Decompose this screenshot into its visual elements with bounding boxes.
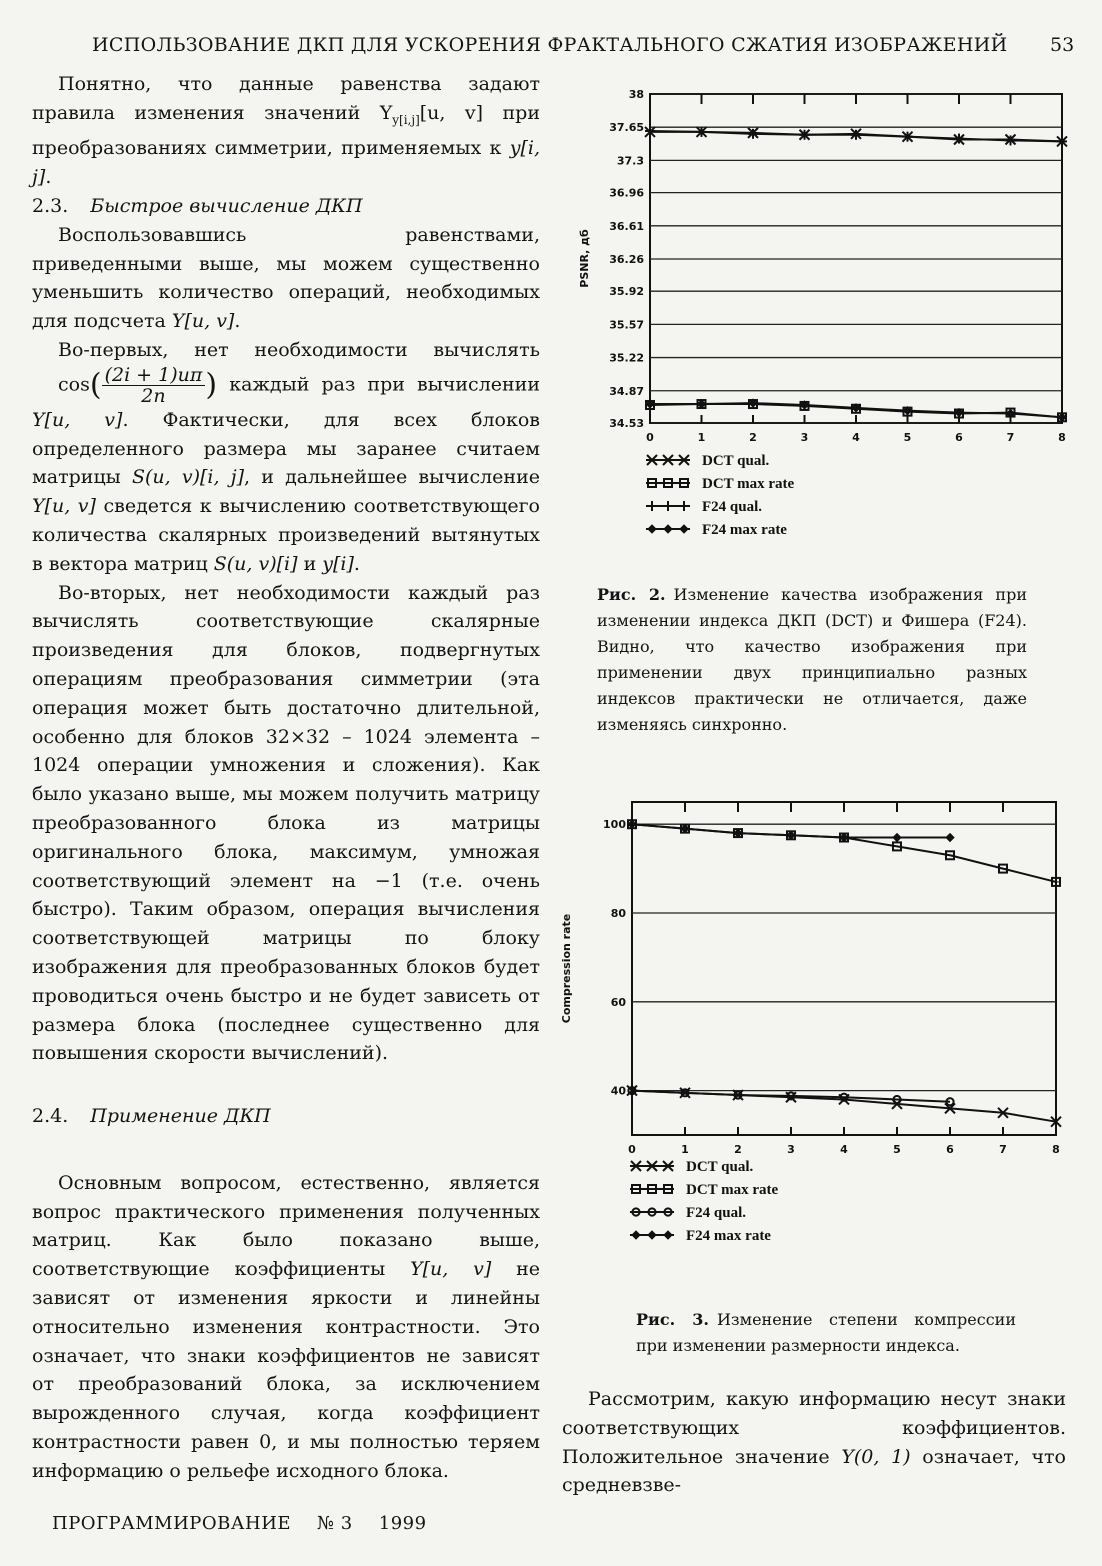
footer (52, 1513, 453, 1534)
cos-formula: cos( $\frac{(2i + 1)u\pi}{2n}$ ) (58, 363, 218, 407)
data-point (893, 842, 901, 850)
p5-text-a: Основным вопросом, естественно, является вопрос практического применения полученных матриц. Как было показано выше, соответствующие коэффициенты (32, 1171, 540, 1281)
x-tick-label: 8 (1058, 431, 1066, 444)
formula-numerator: (2i + 1)uπ (102, 365, 206, 386)
legend-marker (664, 479, 672, 487)
x-tick-label: 3 (787, 1143, 795, 1156)
legend-marker (648, 479, 656, 487)
data-point (840, 834, 848, 842)
y-tick-label: 37.65 (609, 121, 644, 135)
section-2-3-title (32, 192, 540, 221)
x-tick-label: 7 (1006, 431, 1015, 444)
y-axis-label: Compression rate (560, 913, 573, 1024)
data-point (946, 834, 954, 842)
legend-label: F24 max rate (686, 1228, 771, 1244)
y-tick-label: 60 (610, 995, 626, 1009)
p3-end: . (353, 552, 360, 575)
section-2-4-number: 2.4. (32, 1105, 69, 1128)
section-2-4-heading: Применение ДКП (90, 1105, 271, 1128)
p3-text-b: каждый раз при вычислении (217, 373, 540, 396)
x-tick-label: 2 (749, 431, 757, 444)
section-2-4-title (32, 1102, 540, 1131)
formula-denominator: 2n (141, 384, 166, 407)
y-tick-label: 34.87 (609, 384, 644, 398)
p3-text-f: и (297, 552, 323, 575)
legend-marker (680, 479, 688, 487)
p3-math-2: S(u, v)[i, j] (131, 466, 245, 489)
p3-math-3: Y[u, v] (32, 495, 96, 518)
figure-2-text: Изменение качества изображения при изменении индекса ДКП (DCT) и Фишера (F24). Видно, что качество изображения при применении двух принципиально разных индексов практически не отличается, даже изменяясь синхронно. (597, 585, 1028, 734)
x-tick-label: 4 (840, 1143, 848, 1156)
paragraph-right (562, 1385, 1066, 1500)
y-tick-label: 40 (610, 1084, 626, 1098)
plot-frame (632, 802, 1056, 1135)
paragraph-3 (32, 336, 540, 579)
legend-label: F24 qual. (702, 499, 763, 515)
page-number: 53 (1050, 34, 1075, 56)
legend-marker (648, 1231, 656, 1239)
left-column (32, 70, 540, 1486)
p1-sub: y[i,j] (392, 112, 420, 127)
legend-marker (647, 501, 657, 511)
x-tick-label: 5 (893, 1143, 901, 1156)
x-tick-label: 4 (852, 431, 860, 444)
p1-text: Понятно, что данные равенства задают правила изменения значений Y (32, 73, 540, 124)
psnr-chart (570, 80, 1070, 550)
x-tick-label: 0 (646, 431, 654, 444)
figure-3-label: Рис. 3. (636, 1310, 709, 1329)
footer-journal: ПРОГРАММИРОВАНИЕ (52, 1513, 292, 1534)
p2-end: . (234, 310, 241, 333)
figure-2-caption (597, 582, 1027, 738)
data-point (734, 829, 742, 837)
y-axis-label: PSNR, дб (578, 229, 591, 288)
paragraph-5 (32, 1169, 540, 1486)
legend-label: DCT max rate (702, 476, 795, 492)
figure-3 (560, 790, 1070, 1260)
p3-math-4: S(u, v)[i] (213, 552, 298, 575)
right-column-text (562, 1385, 1066, 1500)
x-tick-label: 2 (734, 1143, 742, 1156)
y-tick-label: 80 (610, 907, 626, 920)
p5-math: Y[u, v] (410, 1258, 492, 1281)
p3-math-1: Y[u, v] (32, 408, 123, 431)
figure-3-text: Изменение степени компрессии при изменении размерности индекса. (636, 1310, 1017, 1355)
figure-2-label: Рис. 2. (597, 585, 666, 604)
legend-marker (648, 525, 656, 533)
compression-chart (560, 790, 1070, 1260)
y-tick-label: 35.92 (609, 285, 644, 299)
data-point (628, 820, 636, 828)
right-text-b: означает, что средневзве- (562, 1445, 1066, 1497)
series-line (632, 1091, 1056, 1122)
p2-text: Воспользовавшись равенствами, приведенными выше, мы можем существенно уменьшить количество операций, необходимых для подсчета (32, 223, 540, 333)
figure-3-caption (636, 1307, 1016, 1359)
data-point (698, 400, 706, 408)
legend-marker (632, 1231, 640, 1239)
paragraph-4: Во-вторых, нет необходимости каждый раз вычислять соответствующие скалярные произведения для блоков, подвергнутых операциям преобразования симметрии (эта операция может быть достаточно длительной, особенно для блоков 32×32 – 1024 элемента – 1024 операции умножения и сложения). Как было указано выше, мы можем получить матрицу преобразованного блока из матрицы оригинального блока, максимум, умножая соответствующий элемент на −1 (т.е. очень быстро). Таким образом, операция вычисления соответствующей матрицы по блоку изображения для преобразованных блоков будет проводиться очень быстро и не будет зависеть от размера блока (последнее существенно для повышения скорости вычислений). (32, 581, 540, 1065)
data-point (1058, 413, 1066, 421)
right-math: Y(0, 1) (841, 1445, 911, 1468)
legend-label: DCT qual. (702, 453, 770, 469)
legend-marker (679, 501, 689, 511)
right-text-a: Рассмотрим, какую информацию несут знаки соответствующих коэффициентов. Положительное значение (562, 1388, 1066, 1468)
x-tick-label: 6 (946, 1143, 954, 1156)
section-2-3-heading: Быстрое вычисление ДКП (90, 194, 363, 217)
p3-text-e: сведется к вычислению соответствующего количества скалярных произведений вытянутых в вектора матриц (32, 495, 540, 575)
x-tick-label: 3 (800, 431, 809, 444)
legend-marker (648, 1185, 656, 1193)
y-tick-label: 36.61 (609, 219, 644, 233)
section-2-3-number: 2.3. (32, 194, 69, 217)
paragraph-1 (32, 70, 540, 192)
x-tick-label: 8 (1052, 1143, 1060, 1156)
figure-2 (570, 80, 1070, 550)
p2-math: Y[u, v] (171, 310, 235, 333)
y-tick-label: 37.3 (616, 154, 644, 168)
p3-math-5: y[i] (322, 552, 354, 575)
y-tick-label: 36.26 (609, 252, 644, 266)
y-tick-label: 35.22 (609, 351, 644, 365)
y-tick-label: 36.96 (609, 186, 644, 200)
legend-label: DCT qual. (686, 1159, 754, 1175)
y-tick-label: 35.57 (609, 318, 644, 332)
x-tick-label: 5 (903, 431, 912, 444)
legend-label: F24 qual. (686, 1205, 747, 1221)
x-tick-label: 0 (628, 1143, 636, 1156)
p1-math: y[i, j] (32, 137, 540, 189)
legend-marker (632, 1185, 640, 1193)
data-point (946, 851, 954, 859)
data-point (787, 831, 795, 839)
legend-marker (664, 1185, 672, 1193)
data-point (999, 865, 1007, 873)
data-point (893, 834, 901, 842)
legend-marker (664, 525, 672, 533)
p3-text-c: . Фактически, для всех блоков определенного размера мы заранее считаем матрицы (32, 408, 541, 489)
footer-year: 1999 (378, 1513, 427, 1534)
legend-marker (680, 525, 688, 533)
x-tick-label: 7 (999, 1143, 1007, 1156)
legend-marker (663, 501, 673, 511)
running-title: ИСПОЛЬЗОВАНИЕ ДКП ДЛЯ УСКОРЕНИЯ ФРАКТАЛЬНОГО СЖАТИЯ ИЗОБРАЖЕНИЙ (92, 34, 1008, 56)
p1-end: . (45, 166, 52, 189)
footer-issue: № 3 (317, 1513, 353, 1534)
legend-label: DCT max rate (686, 1182, 779, 1198)
y-tick-label: 34.53 (609, 417, 644, 430)
p3-text-d: , и дальнейшее вычисление (244, 466, 540, 489)
x-tick-label: 1 (697, 431, 706, 444)
p1-text-b: [u, v] при преобразованиях симметрии, применяемых к (32, 101, 541, 160)
x-tick-label: 6 (955, 431, 963, 444)
legend-marker (664, 1231, 672, 1239)
y-tick-label: 100 (603, 818, 626, 832)
data-point (681, 825, 689, 833)
p5-text-b: не зависят от изменения яркости и линейны относительно изменения контрастности. Это означает, что знаки коэффициентов не зависят от преобразований блока, за исключением вырожденного случая, когда коэффициент контрастности равен 0, и мы полностью теряем информацию о рельефе исходного блока. (32, 1258, 540, 1482)
paragraph-2 (32, 221, 540, 336)
p3-text-a: Во-первых, нет необходимости вычислять (58, 338, 540, 361)
y-tick-label: 38 (628, 88, 644, 101)
legend-label: F24 max rate (702, 522, 787, 538)
x-tick-label: 1 (681, 1143, 689, 1156)
